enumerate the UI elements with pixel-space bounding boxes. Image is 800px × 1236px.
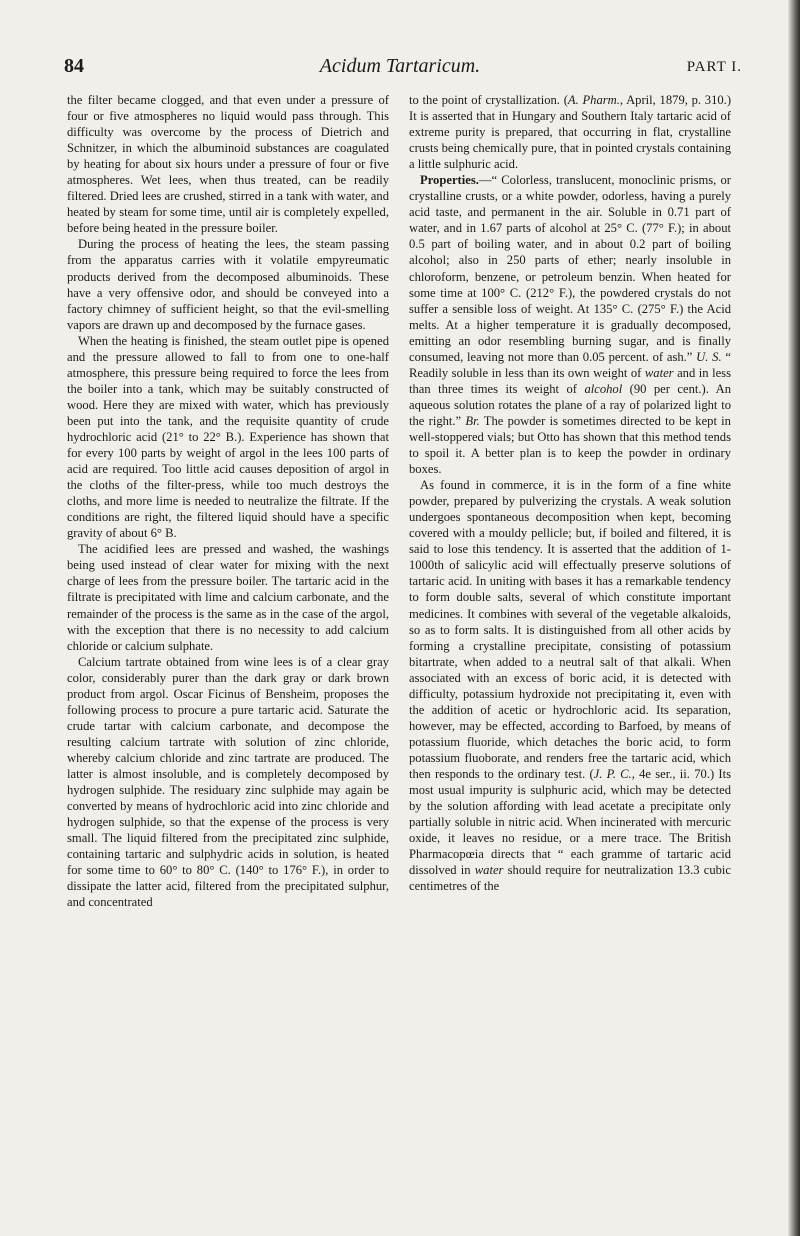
text-run: —“ Colorless, translucent, monoclinic prisms, or crystalline crusts, or a white powder, odorless, having a purely acid taste, and permanent in the air. Soluble in 0.71 part of water, and in 1.67 parts of alcohol at 25° C. (77° F.); in about 0.5 part of boiling water, and in about 0.2 part of boiling alcohol; also in 250 parts of ether; nearly insoluble in chloroform, benzene, or petroleum benzin. When heated for some time at 100° C. (212° F.), the powdered crystals do not suffer a sensible loss of weight. At 135° C. (275° F.) the Acid melts. At a higher temperature it is gradually decomposed, emitting an odor resembling burning sugar, and is finally consumed, leaving not more than 0.05 percent. of ash.” [409,173,731,364]
paragraph [409,477,731,894]
section-heading: Properties. [420,173,479,188]
text-run: The powder is sometimes directed to be kept in well-stoppered vials; but Otto has shown that this method tends to spoil it. A better plan is to keep the powder in ordinary boxes. [409,413,731,477]
text-run: should require for neutralization 13.3 cubic centimetres of the [409,863,732,894]
left-column [67,92,389,910]
text-run: As found in commerce, it is in the form of a fine white powder, prepared by pulverizing the crystals. A weak solution undergoes spontaneous decomposition when kept, becoming covered with a mouldy pellicle; but, if boiled and filtered, it is said to lose this tendency. It is asserted that the addition of 1-1000th of salicylic acid will effectually preserve solutions of tartaric acid. In uniting with bases it has a remarkable tendency to form double salts, several of which constitute important medicines. It combines with several of the vegetable alkaloids, so as to form salts. It is distinguished from all other acids by forming a crystalline precipitate, consisting of potassium bitartrate, when added to a neutral salt of that alkali. When associated with an excess of boric acid, it is detected with difficulty, potassium hydroxide not precipitating it, even with the addition of acetic or hydrochloric acid. Its separation, however, may be effected, according to Barfoed, by means of potassium fluoride, which detaches the boric acid, to form potassium fluoborate, and renders free the tartaric acid, which then responds to the ordinary test. ( [409,478,731,781]
citation: J. P. C. [593,766,632,781]
emphasis: water [644,365,674,380]
emphasis: water [474,863,504,878]
text-run: and in less than three times its weight of [409,365,731,396]
paragraph [409,92,731,172]
page-number: 84 [64,55,84,77]
text-run: , April, 1879, p. 310.) It is asserted that in Hungary and Southern Italy tartaric acid of extreme purity is prepared, that occurring in flat, crystalline crusts being chemically pure, that in pointed crystals containing a little sulphuric acid. [409,93,732,172]
paragraph: During the process of heating the lees, the steam passing from the apparatus carries with it volatile empyreumatic products derived from the decomposed albuminoids. These have a very offensive odor, and should be conveyed into a factory chimney of sufficient height, so that the evil-smelling vapors are drawn up and decomposed by the furnace gases. [67,237,389,332]
emphasis: alcohol [584,381,623,396]
text-run: to the point of crystallization. ( [409,93,568,107]
paragraph: When the heating is finished, the steam outlet pipe is opened and the pressure allowed to fall to from one to one-half atmosphere, this pressure being required to force the lees from the boiler into a tank, which may be suitably constructed of wood. Here they are mixed with water, which has previously been put into the tank, and the requisite quantity of crude hydrochloric acid (21° to 22° B.). Experience has shown that for every 100 parts by weight of argol in the lees 100 parts of acid are required. Too little acid causes deposition of argol in the cloths of the filter-press, while too much destroys the cloths, and more lime is needed to neutralize the filtrate. If the conditions are right, the filtered liquid should have a specific gravity of about 6° B. [67,333,389,541]
citation: Br. [465,413,480,428]
text-run: , 4e ser., ii. 70.) Its most usual impurity is sulphuric acid, which may be detected by the solution affording with lead acetate a precipitate only partially soluble in nitric acid. When incinerated with mercuric oxide, it leaves no residue, or a mere trace. The British Pharmacopœia directs that “ each gramme of tartaric acid dissolved in [409,766,731,878]
paragraph: The acidified lees are pressed and washed, the washings being used instead of clear water for mixing with the next charge of lees from the pressure boiler. The tartaric acid in the filtrate is precipitated with lime and calcium carbonate, and the remainder of the process is the same as in the case of the argol, with the exception that there is no necessity to add calcium chloride or calcium sulphate. [67,542,389,653]
running-title: Acidum Tartaricum. [319,55,481,77]
right-column [409,92,731,894]
paragraph: Calcium tartrate obtained from wine lees is of a clear gray color, considerably purer than the dark gray or dark brown product from argol. Oscar Ficinus of Bensheim, proposes the following process to procure a pure tartaric acid. Saturate the crude tartar with calcium carbonate, and decompose the resulting calcium tartrate with solution of zinc chloride, whereby calcium chloride and zinc tartrate are produced. The latter is almost insoluble, and is completely decomposed by hydrogen sulphide. The residuary zinc sulphide may again be converted by means of hydrochloric acid into zinc chloride and hydrogen sulphide, so that the expense of the process is very small. The liquid filtered from the precipitated zinc sulphide, containing tartaric and sulphydric acids in solution, is heated for some time to 60° to 80° C. (140° to 176° F.), in order to dissipate the latter acid, filtered from the precipitated sulphur, and concentrated [67,654,389,910]
text-run: (90 per cent.). An aqueous solution rotates the plane of a ray of polarized light to the right.” [409,381,731,428]
text-run: “ Readily soluble in less than its own weight of [409,349,731,380]
page-edge-shadow [788,0,800,1236]
part-label: PART I. [686,59,742,75]
paragraph: the filter became clogged, and that even under a pressure of four or five atmospheres no liquid would pass through. This difficulty was overcome by the process of Dietrich and Schnitzer, in which the albuminoid substances are coagulated by heating for about six hours under a pressure of four or five atmospheres. Wet lees, when thus treated, can be readily filtered. Dried lees are crushed, stirred in a tank with water, and heated by steam for some time, until air is completely expelled, before being heated in the pressure boiler. [67,93,389,236]
paragraph [409,172,731,477]
citation: A. Pharm. [567,93,620,107]
citation: U. S. [696,349,722,364]
